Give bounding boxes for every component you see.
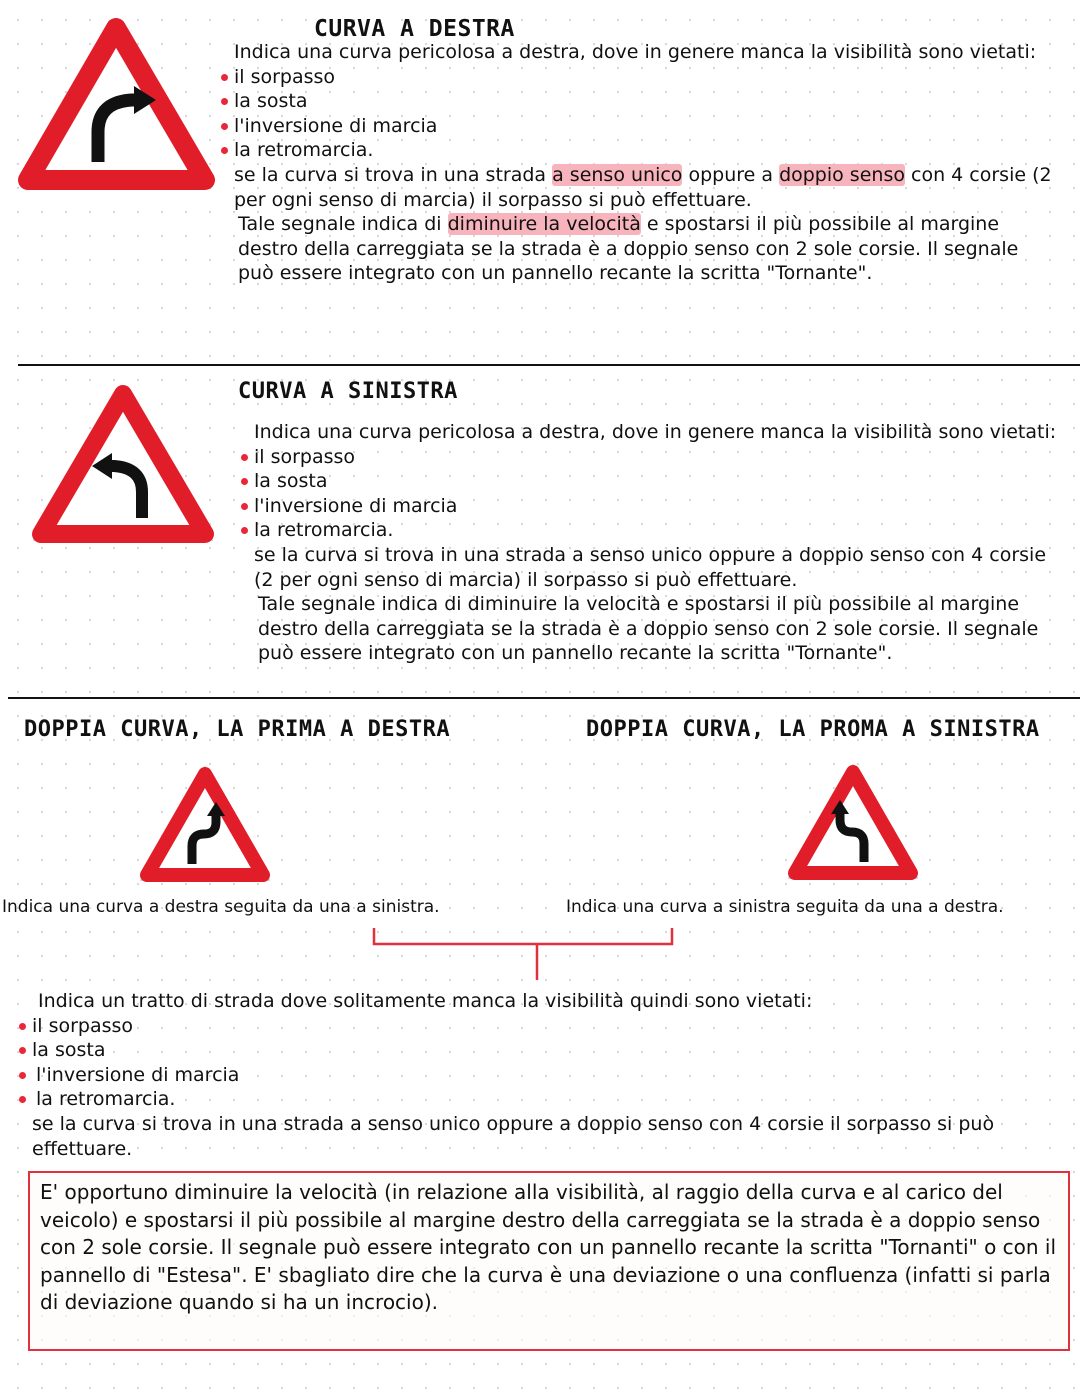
highlight-doppio-senso: doppio senso bbox=[779, 163, 905, 186]
section3-body bbox=[32, 989, 1046, 1161]
list-item: la retromarcia. bbox=[234, 138, 1054, 163]
list-item: la sosta bbox=[234, 89, 1054, 114]
list-item: l'inversione di marcia bbox=[32, 1063, 1046, 1088]
list-item: la sosta bbox=[254, 469, 1064, 494]
caption-doppia-curva-sinistra: Indica una curva a sinistra seguita da una a destra. bbox=[566, 897, 1004, 917]
highlight-senso-unico: a senso unico bbox=[552, 163, 683, 186]
list-item: l'inversione di marcia bbox=[254, 494, 1064, 519]
curve-right-sign bbox=[14, 14, 219, 194]
bracket-connector bbox=[370, 926, 676, 982]
section3-paragraph-1: se la curva si trova in una strada a senso unico oppure a doppio senso con 4 corsie il sorpasso si può effettuare. bbox=[32, 1112, 995, 1160]
section-title-curva-sinistra: CURVA A SINISTRA bbox=[238, 379, 458, 404]
section1-paragraph-1 bbox=[234, 163, 1054, 212]
divider-2 bbox=[8, 697, 1080, 699]
divider-1 bbox=[18, 364, 1080, 366]
section1-prohibitions bbox=[234, 65, 1054, 163]
section1-paragraph-2 bbox=[234, 212, 1054, 286]
list-item: la retromarcia. bbox=[32, 1087, 1046, 1112]
text-span: se la curva si trova in una strada bbox=[234, 163, 553, 186]
section-title-doppia-curva-destra: DOPPIA CURVA, LA PRIMA A DESTRA bbox=[24, 717, 451, 742]
curve-left-sign bbox=[28, 380, 218, 548]
section1-intro: Indica una curva pericolosa a destra, dove in genere manca la visibilità sono vietati: bbox=[234, 41, 1037, 63]
list-item: il sorpasso bbox=[234, 65, 1054, 90]
section-title-curva-destra: CURVA A DESTRA bbox=[314, 16, 515, 42]
text-span: oppure a bbox=[682, 163, 780, 186]
section3-intro: Indica un tratto di strada dove solitamente manca la visibilità quindi sono vietati: bbox=[38, 990, 813, 1012]
highlight-diminuire-velocita: diminuire la velocità bbox=[447, 213, 641, 236]
section3-prohibitions bbox=[32, 1014, 1046, 1112]
section-title-doppia-curva-sinistra: DOPPIA CURVA, LA PROMA A SINISTRA bbox=[586, 717, 1040, 742]
list-item: la retromarcia. bbox=[254, 518, 1064, 543]
double-curve-left-sign bbox=[784, 760, 922, 884]
text-span: con 4 corsie (2 per ogni senso di marcia) il sorpasso si può effettuare. bbox=[234, 163, 1052, 211]
list-item: il sorpasso bbox=[32, 1014, 1046, 1039]
text-span: Tale segnale indica di bbox=[238, 213, 448, 236]
text-span: e spostarsi il più possibile al margine destro della carreggiata se la strada è a doppio senso con 2 sole corsie. Il segnale può essere integrato con un pannello recante la scritta "Tornante". bbox=[238, 213, 1019, 285]
double-curve-right-sign bbox=[136, 762, 274, 886]
section2-prohibitions bbox=[254, 445, 1064, 543]
section2-intro: Indica una curva pericolosa a destra, dove in genere manca la visibilità sono vietati: bbox=[254, 421, 1057, 443]
section2-body bbox=[254, 420, 1064, 666]
section2-paragraph-1: se la curva si trova in una strada a senso unico oppure a doppio senso con 4 corsie (2 per ogni senso di marcia) il sorpasso si può effettuare. bbox=[254, 543, 1047, 591]
caption-doppia-curva-destra: Indica una curva a destra seguita da una a sinistra. bbox=[2, 897, 440, 917]
list-item: l'inversione di marcia bbox=[234, 114, 1054, 139]
note-box bbox=[28, 1171, 1070, 1351]
list-item: il sorpasso bbox=[254, 445, 1064, 470]
section1-body bbox=[234, 40, 1054, 286]
note-box-text: E' opportuno diminuire la velocità (in relazione alla visibilità, al raggio della curva e al carico del veicolo) e spostarsi il più possibile al margine destro della carreggiata se la strada è a doppio senso con 2 sole corsie. Il segnale può essere integrato con un pannello recante la scritta "Tornanti" o con il pannello di "Estesa". E' sbagliato dire che la curva è una deviazione o una confluenza (infatti si parla di deviazione quando si ha un incrocio). bbox=[40, 1180, 1057, 1314]
section2-paragraph-2: Tale segnale indica di diminuire la velocità e spostarsi il più possibile al margine destro della carreggiata se la strada è a doppio senso con 2 sole corsie. Il segnale può essere integrato con un pannello recante la scritta "Tornante". bbox=[258, 593, 1039, 665]
list-item: la sosta bbox=[32, 1038, 1046, 1063]
